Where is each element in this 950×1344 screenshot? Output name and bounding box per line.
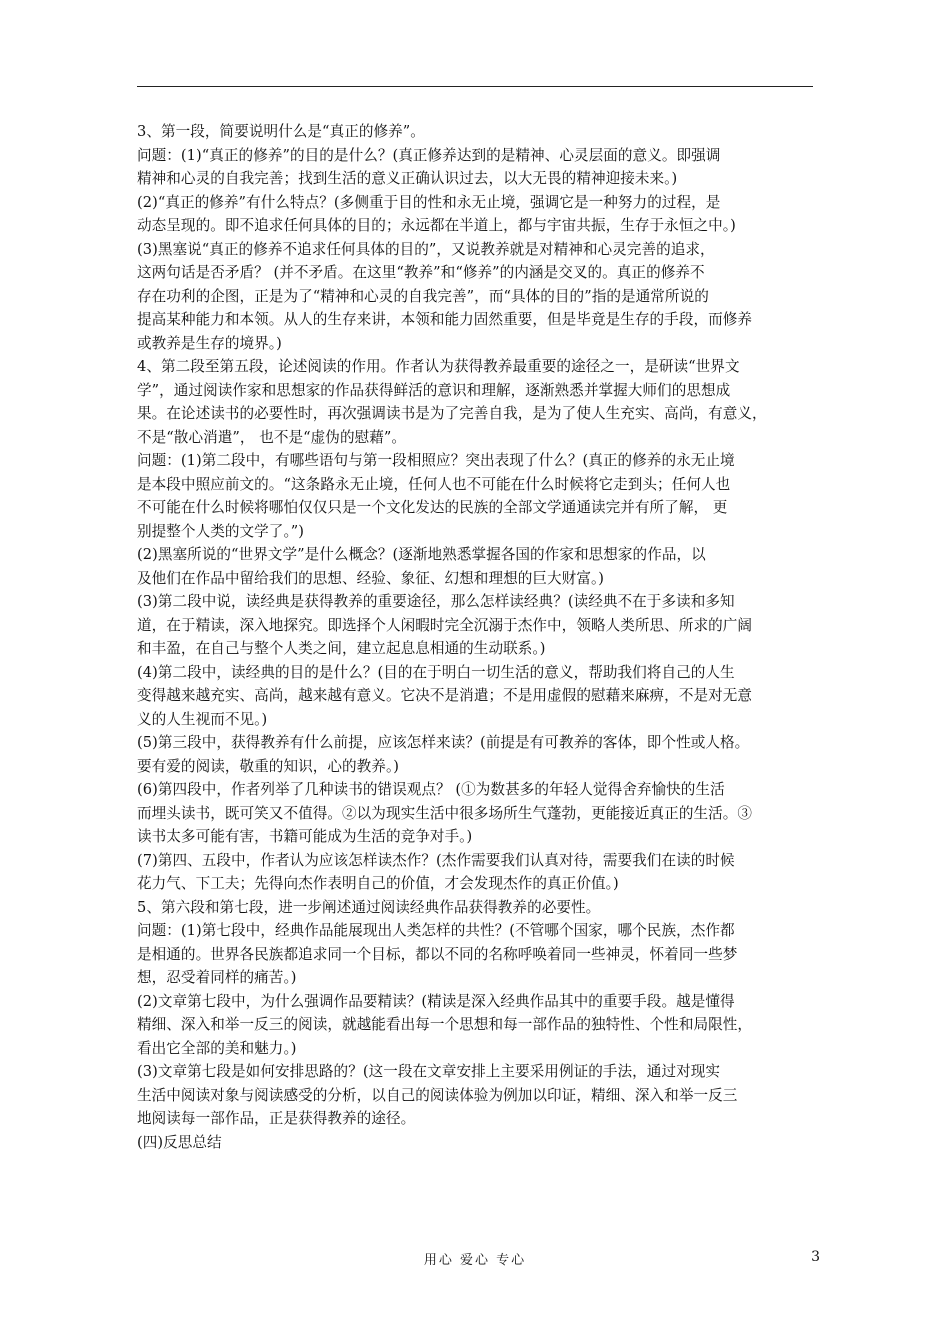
text-line: 义的人生视而不见。): [137, 710, 268, 728]
document-body: [137, 120, 827, 1154]
footer-motto: 用心 爱心 专心: [423, 1253, 527, 1268]
text-line: 精细、深入和举一反三的阅读，就越能看出每一个思想和每一部作品的独特性、个性和局限性，: [137, 1016, 753, 1033]
text-line: (6)第四段中，作者列举了几种读书的错误观点？ (①为数甚多的年轻人觉得舍弃愉快的生活: [137, 781, 725, 798]
text-line: 读书太多可能有害，书籍可能成为生活的竞争对手。): [137, 828, 473, 845]
text-line: 存在功利的企图，正是为了“精神和心灵的自我完善”，而“具体的目的”指的是通常所说的: [137, 287, 709, 305]
text-line: (2)文章第七段中，为什么强调作品要精读？(精读是深入经典作品其中的重要手段。越是懂得: [137, 992, 735, 1010]
text-line: (7)第四、五段中，作者认为应该怎样读杰作？(杰作需要我们认真对待，需要我们在读的时候: [137, 851, 735, 869]
text-line: (2)黑塞所说的“世界文学”是什么概念？(逐渐地熟悉掌握各国的作家和思想家的作品，以: [137, 546, 706, 563]
text-line: 看出它全部的美和魅力。): [137, 1039, 297, 1057]
text-line: 不是“散心消遣”， 也不是“虚伪的慰藉”。: [137, 428, 407, 446]
header-rule: [137, 86, 813, 87]
text-line: 问题：(1)“真正的修养”的目的是什么？(真正修养达到的是精神、心灵层面的意义。即强调: [137, 146, 721, 164]
text-line: 是相通的。世界各民族都追求同一个目标，都以不同的名称呼唤着同一些神灵，怀着同一些梦: [137, 945, 738, 963]
text-line: (5)第三段中，获得教养有什么前提，应该怎样来读？(前提是有可教养的客体，即个性或人格。: [137, 734, 750, 751]
text-line: 生活中阅读对象与阅读感受的分析，以自己的阅读体验为例加以印证，精细、深入和举一反三: [137, 1086, 738, 1104]
text-line: 精神和心灵的自我完善；找到生活的意义正确认识过去，以大无畏的精神迎接未来。): [137, 170, 678, 187]
text-line: (4)第二段中，读经典的目的是什么？(目的在于明白一切生活的意义，帮助我们将自己的人生: [137, 663, 735, 681]
text-line: 4、第二段至第五段，论述阅读的作用。作者认为获得教养最重要的途径之一，是研读“世界文: [137, 358, 740, 375]
text-line: 是本段中照应前文的。“这条路永无止境，任何人也不可能在什么时候将它走到头；任何人也: [137, 475, 731, 493]
text-line: (3)文章第七段是如何安排思路的？(这一段在文章安排上主要采用例证的手法，通过对现实: [137, 1063, 721, 1080]
text-line: 3、第一段，简要说明什么是“真正的修养”。: [137, 123, 425, 140]
text-line: 及他们在作品中留给我们的思想、经验、象征、幻想和理想的巨大财富。): [137, 569, 605, 587]
page-number: 3: [811, 1249, 820, 1265]
text-line: (2)“真正的修养”有什么特点？(多侧重于目的性和永无止境，强调它是一种努力的过程，是: [137, 193, 721, 211]
text-line: 不可能在什么时候将哪怕仅仅只是一个文化发达的民族的全部文学通通读完并有所了解， 更: [137, 499, 728, 516]
text-line: 花力气、下工夫；先得向杰作表明自己的价值，才会发现杰作的真正价值。): [137, 875, 619, 892]
text-line: 别提整个人类的文学了。”): [137, 522, 305, 540]
text-line: 或教养是生存的境界。): [137, 334, 282, 352]
text-line: 果。在论述读书的必要性时，再次强调读书是为了完善自我，是为了使人生充实、高尚，有意义，: [137, 405, 767, 422]
text-line: 想，忍受着同样的痛苦。): [137, 969, 297, 986]
text-line: 这两句话是否矛盾？ (并不矛盾。在这里“教养”和“修养”的内涵是交叉的。真正的修养不: [137, 264, 705, 281]
text-line: (3)第二段中说，读经典是获得教养的重要途径，那么怎样读经典？(读经典不在于多读和多知: [137, 593, 735, 610]
text-line: 动态呈现的。即不追求任何具体的目的；永远都在半道上，都与宇宙共振，生存于永恒之中。): [137, 217, 736, 234]
text-line: 而埋头读书，既可笑又不值得。②以为现实生活中很多场所生气蓬勃，更能接近真正的生活。③: [137, 804, 753, 822]
text-line: 提高某种能力和本领。从人的生存来讲，本领和能力固然重要，但是毕竟是生存的手段，而修养: [137, 311, 753, 328]
text-line: 地阅读每一部作品，正是获得教养的途径。: [137, 1110, 416, 1127]
text-line: 问题：(1)第七段中，经典作品能展现出人类怎样的共性？(不管哪个国家，哪个民族，杰作都: [137, 922, 735, 939]
text-line: (3)黑塞说“真正的修养不追求任何具体的目的”，又说教养就是对精神和心灵完善的追求，: [137, 240, 715, 258]
text-line: 5、第六段和第七段，进一步阐述通过阅读经典作品获得教养的必要性。: [137, 898, 601, 916]
text-line: (四)反思总结: [137, 1133, 222, 1151]
text-line: 学”，通过阅读作家和思想家的作品获得鲜活的意识和理解，逐渐熟悉并掌握大师们的思想成: [137, 381, 731, 399]
text-line: 道，在于精读，深入地探究。即选择个人闲暇时完全沉溺于杰作中，领略人类所思、所求的广阔: [137, 616, 753, 634]
text-line: 变得越来越充实、高尚，越来越有意义。它决不是消遣；不是用虚假的慰藉来麻痹，不是对无意: [137, 687, 753, 704]
text-line: 问题：(1)第二段中，有哪些语句与第一段相照应？突出表现了什么？(真正的修养的永无止境: [137, 452, 735, 469]
text-line: 要有爱的阅读，敬重的知识，心的教养。): [137, 757, 400, 775]
text-line: 和丰盈，在自己与整个人类之间，建立起息息相通的生动联系。): [137, 640, 546, 657]
